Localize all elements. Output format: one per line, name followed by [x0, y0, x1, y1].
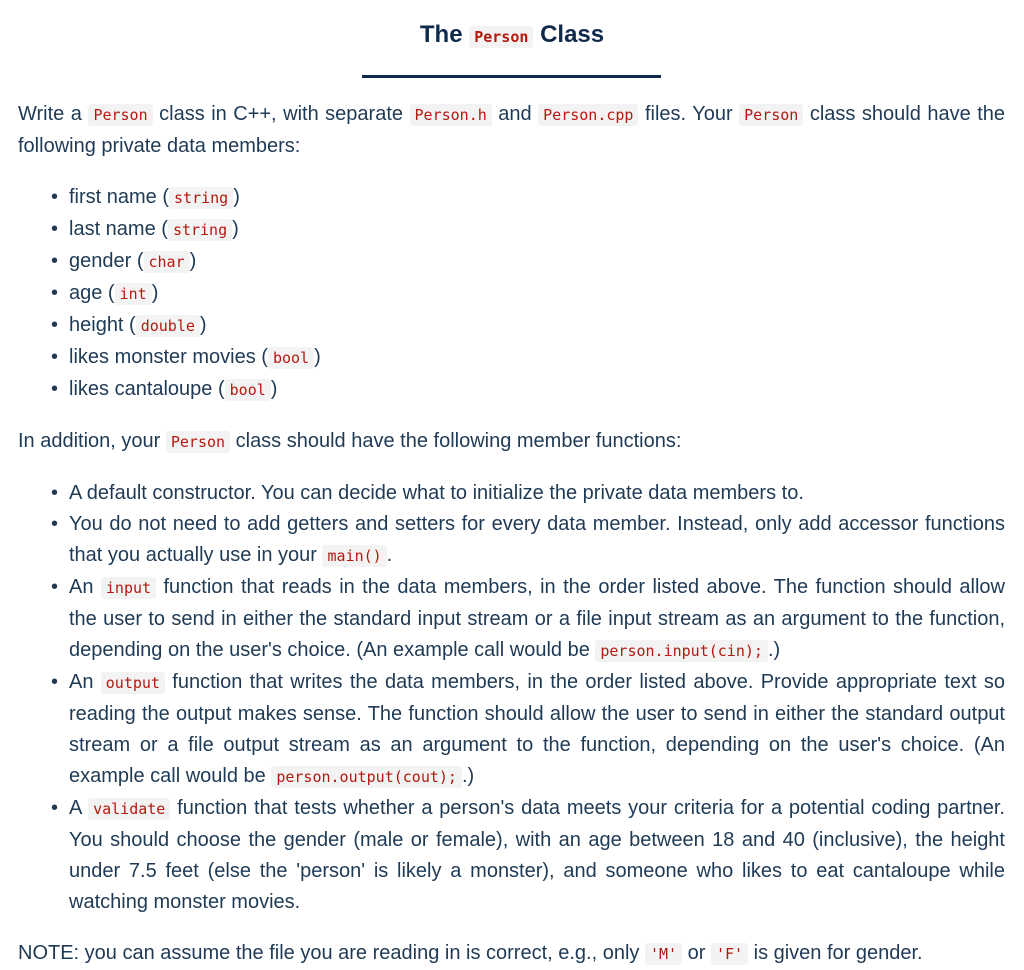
data-member-close: )	[199, 314, 207, 336]
function-item-validate	[69, 793, 1005, 918]
data-member-label: first name (	[69, 186, 170, 208]
data-member-type: double	[136, 315, 200, 337]
title-divider	[362, 75, 661, 78]
data-member-item	[69, 342, 1005, 374]
intro-text: Write a	[18, 103, 89, 125]
data-member-close: )	[232, 218, 239, 240]
data-member-close: )	[233, 186, 240, 208]
data-members-list	[18, 182, 1005, 406]
addition-code: Person	[166, 431, 230, 453]
intro-text: files. Your	[638, 103, 740, 125]
function-text: A	[69, 797, 89, 819]
function-code: person.output(cout);	[271, 766, 462, 788]
intro-text: class in C++, with separate	[152, 103, 410, 125]
data-member-item	[69, 214, 1005, 246]
function-text: A default constructor. You can decide what to initialize the private data members to.	[69, 482, 804, 504]
title-pre: The	[419, 21, 470, 48]
function-text: An	[69, 671, 101, 693]
addition-text: class should have the following member functions:	[230, 430, 682, 452]
function-code: input	[101, 577, 156, 599]
intro-code: Person	[88, 104, 152, 126]
data-member-label: likes monster movies (	[69, 346, 268, 368]
function-code: main()	[322, 545, 386, 567]
data-member-close: )	[151, 282, 159, 304]
data-member-item	[69, 374, 1005, 406]
data-member-close: )	[189, 250, 197, 272]
function-code: output	[101, 672, 165, 694]
function-text: An	[69, 576, 101, 598]
data-member-item	[69, 182, 1005, 214]
data-member-item	[69, 246, 1005, 278]
data-member-type: char	[144, 251, 190, 273]
function-item-constructor	[69, 478, 1005, 509]
function-item-accessors	[69, 509, 1005, 572]
page-title	[0, 20, 1024, 52]
function-item-input	[69, 572, 1005, 667]
document-body	[18, 99, 1005, 970]
data-member-label: last name (	[69, 218, 168, 240]
title-code: Person	[469, 26, 533, 48]
addition-text: In addition, your	[18, 430, 166, 452]
function-code: person.input(cin);	[595, 640, 768, 662]
function-text: .)	[767, 639, 781, 661]
title-post: Class	[533, 21, 605, 48]
data-member-label: likes cantaloupe (	[69, 378, 225, 400]
intro-text: and	[491, 103, 539, 125]
function-item-output	[69, 667, 1005, 793]
intro-code: Person.cpp	[538, 104, 638, 126]
data-member-close: )	[314, 346, 321, 368]
data-member-type: string	[169, 187, 233, 209]
data-member-type: string	[168, 219, 232, 241]
function-text: function that reads in the data members, in the order listed above. The function should allow the user to send in either the standard input stream or a file input stream as an argument to the function, depending on the user's choice. (An example call would be	[69, 576, 1005, 661]
data-member-item	[69, 278, 1005, 310]
note-text: or	[682, 942, 711, 964]
note-paragraph	[18, 938, 1005, 970]
note-text: NOTE: you can assume the file you are reading in is correct, e.g., only	[18, 942, 645, 964]
note-code: 'F'	[711, 943, 748, 965]
data-member-label: height (	[69, 314, 136, 336]
intro-paragraph	[18, 99, 1005, 162]
data-member-label: age (	[69, 282, 115, 304]
function-text: .)	[461, 765, 475, 787]
addition-paragraph	[18, 426, 1005, 458]
member-functions-list	[18, 478, 1005, 918]
function-text: function that tests whether a person's data meets your criteria for a potential coding partner. You should choose the gender (male or female), with an age between 18 and 40 (inclusive), the height under 7.5 feet (else the 'person' is likely a monster), and someone who likes to eat cantaloupe while watching monster movies.	[69, 797, 1005, 913]
data-member-label: gender (	[69, 250, 144, 272]
intro-code: Person	[739, 104, 803, 126]
intro-code: Person.h	[410, 104, 492, 126]
data-member-item	[69, 310, 1005, 342]
function-text: .	[386, 544, 393, 566]
function-text: function that writes the data members, in the order listed above. Provide appropriate text so reading the output makes sense. The function should allow the user to send in either the standard output stream or a file output stream as an argument to the function, depending on the user's choice. (An example call would be	[69, 671, 1005, 787]
note-code: 'M'	[645, 943, 682, 965]
data-member-close: )	[270, 378, 278, 400]
data-member-type: bool	[268, 347, 314, 369]
data-member-type: int	[115, 283, 152, 305]
function-code: validate	[88, 798, 170, 820]
function-text: You do not need to add getters and setters for every data member. Instead, only add accessor functions that you actually use in your	[69, 513, 1005, 566]
intro-text: class should have the following private data members:	[18, 103, 1006, 157]
note-text: is given for gender.	[748, 942, 923, 964]
data-member-type: bool	[225, 379, 271, 401]
